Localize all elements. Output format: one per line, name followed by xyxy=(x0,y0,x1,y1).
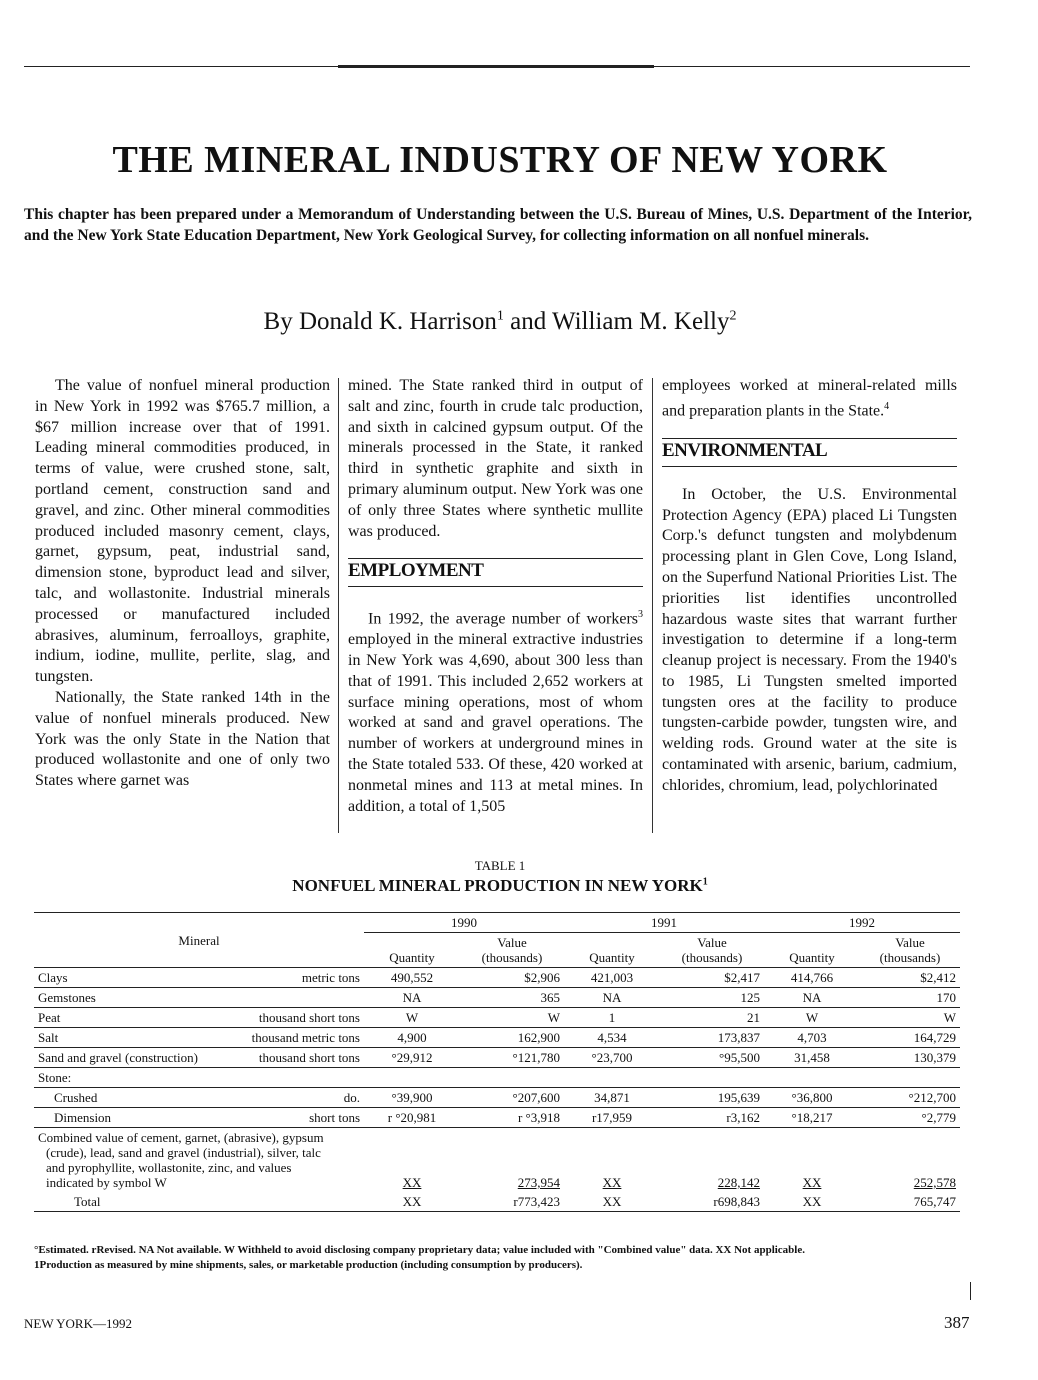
table-row xyxy=(34,968,960,988)
value-1992: 164,729 xyxy=(860,1028,960,1048)
quantity-header: Quantity xyxy=(564,933,660,968)
table-title-footnote: 1 xyxy=(702,876,708,888)
table-row xyxy=(34,1088,960,1108)
quantity-1992: 4,703 xyxy=(764,1028,860,1048)
total-value-1991: r698,843 xyxy=(660,1192,764,1212)
column2-paragraph-2b: employed in the mineral extractive industries in New York was 4,690, about 300 less than that of 1991. This included 2,652 workers at surface mining operations, most of whom worked at sand and gravel operations. The number of workers at underground mines in the State totaled 533. Of these, 420 worked at nonmetal mines and 113 at metal mines. In addition, a total of 1,505 xyxy=(348,631,643,815)
quantity-1990: NA xyxy=(364,988,460,1008)
value-1992: °2,779 xyxy=(860,1108,960,1128)
quantity-1991: 421,003 xyxy=(564,968,660,988)
unit-cell xyxy=(234,988,364,1008)
unit-cell: short tons xyxy=(234,1108,364,1128)
text-column-2 xyxy=(348,376,643,836)
value-1990: 162,900 xyxy=(460,1028,564,1048)
footnote-legend: °Estimated. rRevised. NA Not available. W Withheld to avoid disclosing company proprietary data; value included with "Combined value" data. XX Not applicable. xyxy=(34,1244,805,1256)
unit-cell: do. xyxy=(234,1088,364,1108)
mineral-cell: Salt xyxy=(34,1028,234,1048)
combined-line-1: Combined value of cement, garnet, (abrasive), gypsum xyxy=(38,1130,324,1145)
table-title-text: NONFUEL MINERAL PRODUCTION IN NEW YORK xyxy=(292,876,703,895)
unit-cell: thousand short tons xyxy=(234,1008,364,1028)
column3-paragraph-1a: employees worked at mineral-related mills and preparation plants in the State. xyxy=(662,377,957,420)
byline xyxy=(0,308,1000,336)
quantity-1990: 4,900 xyxy=(364,1028,460,1048)
value-1991: °95,500 xyxy=(660,1048,764,1068)
total-quantity-1991: XX xyxy=(564,1192,660,1212)
production-table xyxy=(34,912,960,1212)
value-1990: 273,954 xyxy=(517,1175,560,1190)
column1-paragraph-1: The value of nonfuel mineral production in New York in 1992 was $765.7 million, a $67 million increase over that of 1991. Leading mineral commodities produced, in terms of value, were crushed stone, salt, portland cement, construction sand and gravel, and zinc. Other mineral commodities produced included masonry cement, clays, garnet, gypsum, peat, industrial sand, dimension stone, byproduct lead and silver, talc, and wollastonite. Industrial minerals processed or manufactured included abrasives, aluminum, ferroalloys, graphite, indium, iodine, mullite, perlite, slag, and tungsten. xyxy=(35,377,330,686)
column2-paragraph-1: mined. The State ranked third in output of salt and zinc, fourth in crude talc production, and sixth in calcined gypsum output. Of the minerals processed in the State, it ranked third in synthetic graphite and sixth in primary aluminum output. New York was one of only three States where synthetic mullite was produced. xyxy=(348,377,643,540)
combined-value-label xyxy=(34,1128,364,1193)
value-1992: W xyxy=(860,1008,960,1028)
value-1991: 228,142 xyxy=(717,1175,760,1190)
quantity-1992: °36,800 xyxy=(764,1088,860,1108)
year-header-1990: 1990 xyxy=(364,913,564,933)
running-footer: NEW YORK—1992 xyxy=(24,1316,132,1331)
quantity-1991: r17,959 xyxy=(564,1108,660,1128)
page-title: THE MINERAL INDUSTRY OF NEW YORK xyxy=(112,139,888,181)
quantity-1992: NA xyxy=(764,988,860,1008)
mineral-cell: Clays xyxy=(34,968,234,988)
unit-cell: thousand short tons xyxy=(234,1048,364,1068)
quantity-1991: XX xyxy=(602,1175,622,1190)
table-header-years xyxy=(34,913,960,933)
mineral-cell: Gemstones xyxy=(34,988,234,1008)
value-header xyxy=(860,933,960,968)
value-1990: W xyxy=(460,1008,564,1028)
mineral-cell: Crushed xyxy=(34,1088,234,1108)
total-label: Total xyxy=(34,1192,364,1212)
value-1990: 365 xyxy=(460,988,564,1008)
quantity-1991: 34,871 xyxy=(564,1088,660,1108)
column3-paragraph-1 xyxy=(662,376,957,422)
byline-footnote-1: 1 xyxy=(496,308,504,324)
total-value-1992: 765,747 xyxy=(860,1192,960,1212)
value-1991: 195,639 xyxy=(660,1088,764,1108)
column3-paragraph-2: In October, the U.S. Environmental Protection Agency (EPA) placed Li Tungsten Corp.'s defunct tungsten and molybdenum processing plant in Glen Cove, Long Island, on the Superfund National Priorities List. The priorities list identifies uncontrolled hazardous waste sites that warrant further investigation to determine if a long-term cleanup project is necessary. From the 1940's to 1985, Li Tungsten smelted imported tungsten ores at the facility to produce tungsten-carbide powder, tungsten wire, and welding rods. Ground water at the site is contaminated with arsenic, barium, cadmium, chlorides, chromium, lead, polychlorinated xyxy=(662,485,957,794)
table-row xyxy=(34,1028,960,1048)
table-row xyxy=(34,1048,960,1068)
table-row xyxy=(34,1108,960,1128)
mineral-cell: Dimension xyxy=(34,1108,234,1128)
value-1990: °121,780 xyxy=(460,1048,564,1068)
quantity-1990: 490,552 xyxy=(364,968,460,988)
text-column-1 xyxy=(35,376,330,836)
year-header-1992: 1992 xyxy=(764,913,960,933)
bottom-right-rule xyxy=(970,1282,971,1300)
quantity-1992: W xyxy=(764,1008,860,1028)
table-caption xyxy=(0,858,1000,896)
combined-line-2: (crude), lead, sand and gravel (industrial), silver, talc xyxy=(46,1145,321,1160)
column2-footnote-ref: 3 xyxy=(638,609,643,621)
quantity-1990: °39,900 xyxy=(364,1088,460,1108)
mineral-cell: Sand and gravel (construction) xyxy=(34,1048,234,1068)
column-divider-2 xyxy=(652,378,653,833)
stone-group-row xyxy=(34,1068,960,1088)
total-quantity-1992: XX xyxy=(764,1192,860,1212)
table-row xyxy=(34,1008,960,1028)
quantity-1992: 414,766 xyxy=(764,968,860,988)
value-1992: 130,379 xyxy=(860,1048,960,1068)
table-number: TABLE 1 xyxy=(474,858,526,873)
byline-author-1: By Donald K. Harrison xyxy=(263,308,497,335)
quantity-1990: XX xyxy=(402,1175,422,1190)
quantity-1990: r °20,981 xyxy=(364,1108,460,1128)
table-title xyxy=(0,876,1000,896)
value-1990: $2,906 xyxy=(460,968,564,988)
quantity-1992: 31,458 xyxy=(764,1048,860,1068)
combined-value-row xyxy=(34,1128,960,1193)
value-header xyxy=(660,933,764,968)
byline-author-2: and William M. Kelly xyxy=(503,308,730,335)
top-rule-accent xyxy=(338,65,654,68)
value-1990: r °3,918 xyxy=(460,1108,564,1128)
value-1990: °207,600 xyxy=(460,1088,564,1108)
total-value-1990: r773,423 xyxy=(460,1192,564,1212)
total-row xyxy=(34,1192,960,1212)
column2-paragraph-2a: In 1992, the average number of workers xyxy=(368,610,638,628)
quantity-1991: NA xyxy=(564,988,660,1008)
table-footnotes xyxy=(34,1243,960,1273)
byline-footnote-2: 2 xyxy=(729,308,737,324)
value-1992: $2,412 xyxy=(860,968,960,988)
quantity-1992: XX xyxy=(802,1175,822,1190)
quantity-1992: °18,217 xyxy=(764,1108,860,1128)
quantity-1990: W xyxy=(364,1008,460,1028)
value-1991: r3,162 xyxy=(660,1108,764,1128)
value-header-line-1: Value xyxy=(497,935,527,950)
value-1991: $2,417 xyxy=(660,968,764,988)
value-header xyxy=(460,933,564,968)
value-header-line-1: Value xyxy=(895,935,925,950)
mineral-cell: Peat xyxy=(34,1008,234,1028)
value-1992: °212,700 xyxy=(860,1088,960,1108)
environmental-heading: ENVIRONMENTAL xyxy=(662,438,957,467)
value-header-line-2: (thousands) xyxy=(879,950,941,965)
total-quantity-1990: XX xyxy=(364,1192,460,1212)
quantity-header: Quantity xyxy=(764,933,860,968)
column-divider-1 xyxy=(338,378,339,833)
combined-line-4: indicated by symbol W xyxy=(46,1175,167,1190)
quantity-1991: °23,700 xyxy=(564,1048,660,1068)
quantity-1991: 1 xyxy=(564,1008,660,1028)
value-1991: 125 xyxy=(660,988,764,1008)
value-header-line-1: Value xyxy=(697,935,727,950)
value-1991: 21 xyxy=(660,1008,764,1028)
quantity-1990: °29,912 xyxy=(364,1048,460,1068)
column1-paragraph-2: Nationally, the State ranked 14th in the value of nonfuel minerals produced. New York was the only State in the Nation that produced wollastonite and one of only two States where garnet was xyxy=(35,688,330,790)
quantity-header: Quantity xyxy=(364,933,460,968)
text-column-3 xyxy=(662,376,957,836)
page-number: 387 xyxy=(944,1313,970,1332)
column2-paragraph-2 xyxy=(348,605,643,817)
stone-label: Stone: xyxy=(34,1068,960,1088)
table-row xyxy=(34,988,960,1008)
unit-cell: thousand metric tons xyxy=(234,1028,364,1048)
value-header-line-2: (thousands) xyxy=(481,950,543,965)
intro-paragraph: This chapter has been prepared under a Memorandum of Understanding between the U.S. Bureau of Mines, U.S. Department of the Interior, and the New York State Education Department, New York Geological Survey, for collecting information on all nonfuel minerals. xyxy=(24,206,972,244)
column3-footnote-ref: 4 xyxy=(884,400,890,412)
value-header-line-2: (thousands) xyxy=(681,950,743,965)
combined-line-3: and pyrophyllite, wollastonite, zinc, and values xyxy=(46,1160,292,1175)
year-header-1991: 1991 xyxy=(564,913,764,933)
footnote-1: 1Production as measured by mine shipments, sales, or marketable production (including consumption by producers). xyxy=(34,1259,583,1271)
mineral-header: Mineral xyxy=(34,913,364,968)
quantity-1991: 4,534 xyxy=(564,1028,660,1048)
value-1992: 170 xyxy=(860,988,960,1008)
value-1991: 173,837 xyxy=(660,1028,764,1048)
employment-heading: EMPLOYMENT xyxy=(348,558,643,587)
value-1992: 252,578 xyxy=(913,1175,956,1190)
unit-cell: metric tons xyxy=(234,968,364,988)
